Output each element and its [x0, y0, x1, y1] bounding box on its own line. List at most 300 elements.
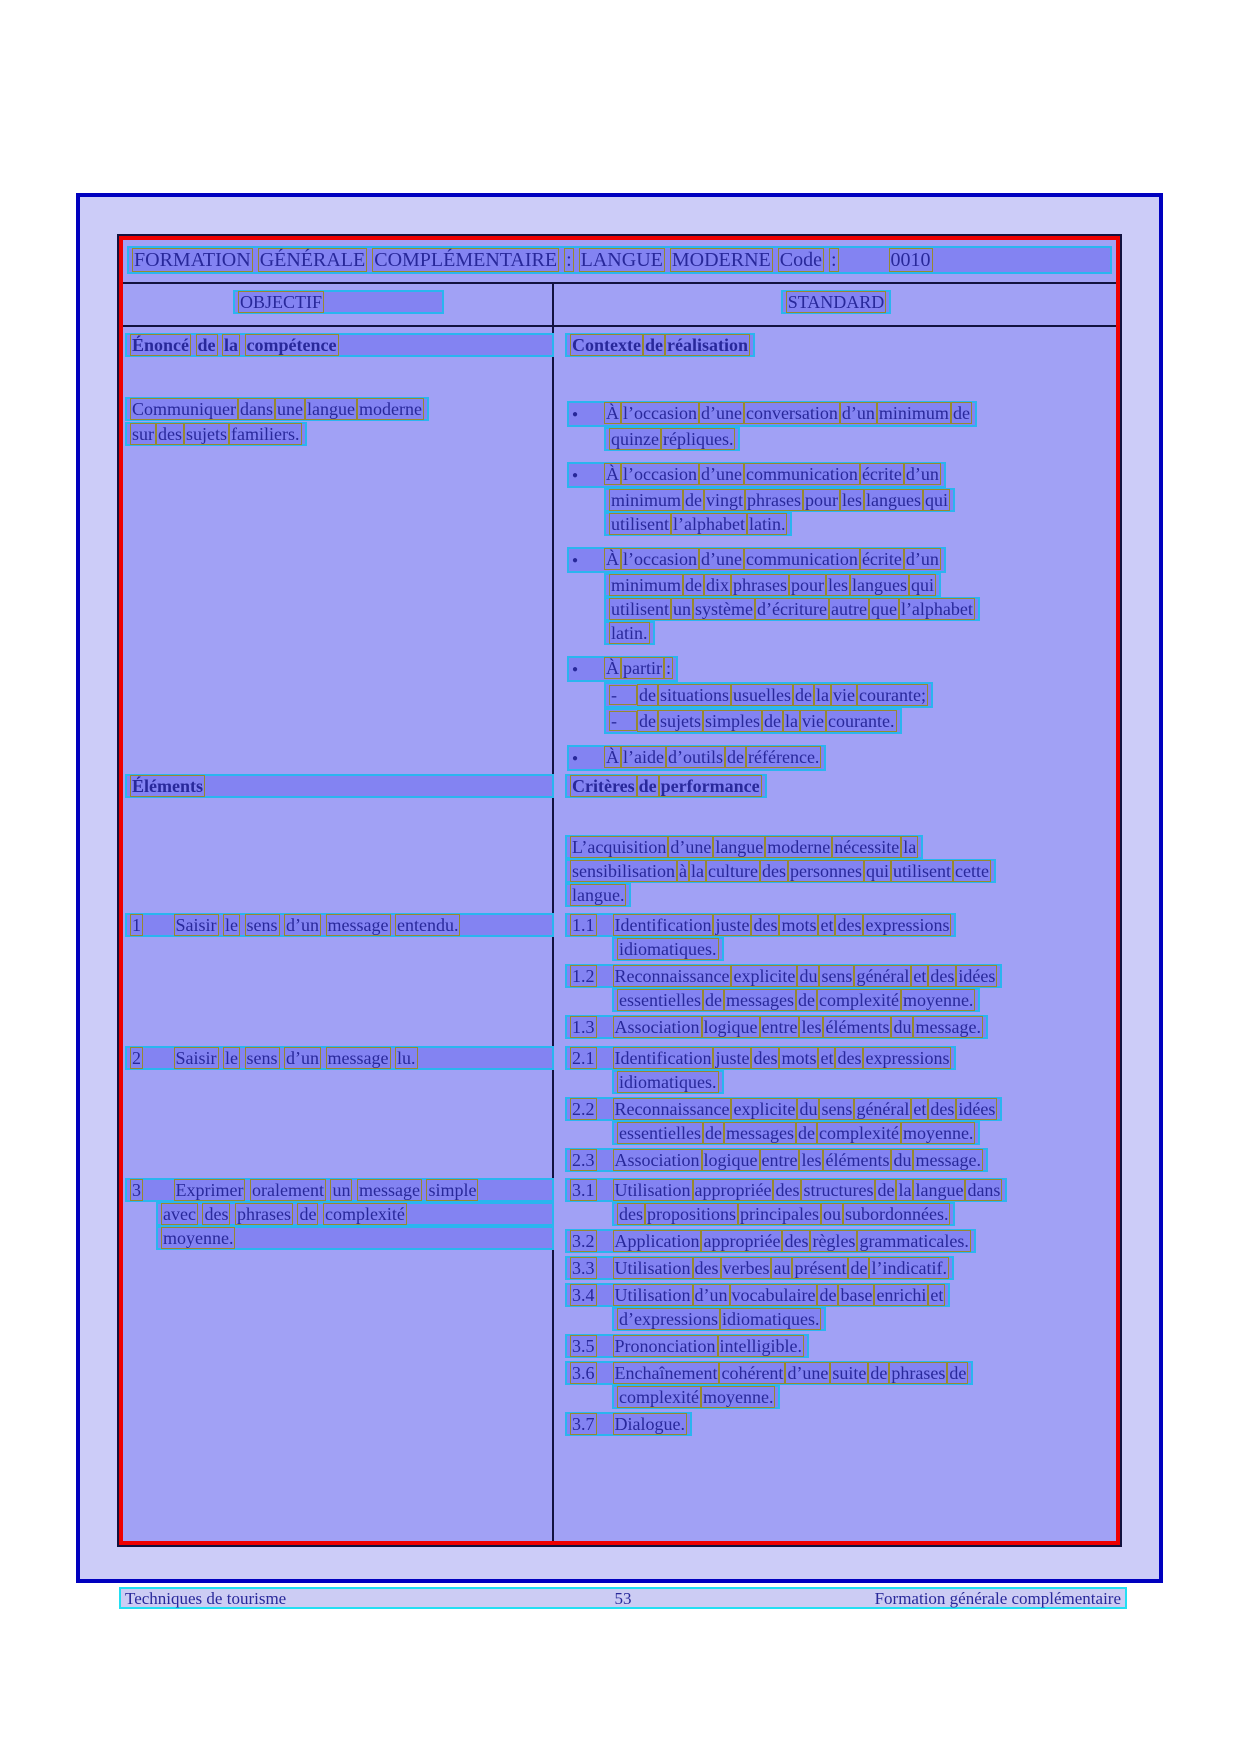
- word-highlight: des: [775, 1180, 800, 1200]
- text-line: [604, 708, 902, 734]
- word-highlight: appropriée: [703, 1231, 781, 1251]
- word-highlight: d’une: [700, 549, 742, 569]
- word-highlight: base: [840, 1285, 873, 1305]
- text-line: [604, 573, 941, 597]
- column-header-separator-line: [123, 325, 1116, 327]
- word-highlight: message: [358, 1180, 420, 1200]
- text-line: [567, 745, 826, 771]
- word-highlight: les: [828, 575, 849, 595]
- bullet-icon: ●: [572, 555, 579, 566]
- word-highlight: courante;: [859, 685, 926, 705]
- word-highlight: les: [801, 1017, 822, 1037]
- word-highlight: vie: [802, 711, 825, 731]
- word-highlight: système: [695, 599, 753, 619]
- word-highlight: Exprimer: [175, 1180, 244, 1200]
- word-highlight: minimum: [878, 403, 949, 423]
- bullet-item: [567, 547, 1116, 645]
- word-highlight: message: [327, 915, 389, 935]
- word-highlight: Communiquer: [132, 399, 236, 419]
- text-line: [565, 964, 1002, 988]
- word-highlight: lu.: [397, 1048, 416, 1068]
- page-footer: [119, 1587, 1127, 1609]
- word-highlight: entre: [761, 1150, 798, 1170]
- word-highlight: de: [644, 335, 663, 355]
- word-highlight: culture: [708, 861, 758, 881]
- text-line: [125, 397, 429, 421]
- text-line: [125, 1046, 554, 1070]
- word-highlight: juste: [715, 915, 750, 935]
- text-line: [567, 656, 678, 682]
- text-line: [565, 1256, 954, 1280]
- element-item: [125, 1178, 554, 1250]
- word-highlight: Application: [614, 1231, 700, 1251]
- word-highlight: dans: [240, 399, 273, 419]
- word-highlight: message.: [915, 1017, 981, 1037]
- word-highlight: phrases: [891, 1363, 946, 1383]
- word-highlight: sens: [821, 1099, 853, 1119]
- text-line: [604, 682, 933, 708]
- word-highlight: courante.: [828, 711, 895, 731]
- word-highlight: vocabulaire: [731, 1285, 816, 1305]
- word-highlight: utilisent: [611, 599, 669, 619]
- text-line: [604, 427, 740, 451]
- word-highlight: COMPLÉMENTAIRE: [374, 249, 558, 271]
- word-highlight: idiomatiques.: [619, 1072, 717, 1092]
- word-highlight: Identification: [614, 915, 712, 935]
- word-highlight: autre: [830, 599, 867, 619]
- word-highlight: À: [606, 549, 619, 569]
- standard-header-label: [781, 290, 892, 314]
- word-highlight: message: [327, 1048, 389, 1068]
- word-highlight: Utilisation: [614, 1180, 691, 1200]
- criteria-group: [565, 1178, 1116, 1439]
- criteria-group: [565, 913, 1116, 1042]
- word-highlight: de: [638, 776, 657, 796]
- word-highlight: conversation: [745, 403, 838, 423]
- word-highlight: des: [158, 424, 182, 444]
- word-highlight: complexité: [324, 1204, 405, 1224]
- column-divider-line: [552, 282, 554, 1541]
- word-highlight: langue: [915, 1180, 964, 1200]
- word-highlight: les: [842, 490, 863, 510]
- word-highlight: entendu.: [397, 915, 459, 935]
- word-highlight: du: [799, 966, 818, 986]
- word-highlight: MODERNE: [671, 249, 771, 271]
- text-line: [612, 1385, 780, 1409]
- word-highlight: sensibilisation: [572, 861, 675, 881]
- footer-page-number: 53: [614, 1588, 632, 1608]
- word-highlight: des: [753, 1048, 778, 1068]
- text-line: [612, 937, 724, 961]
- word-highlight: À: [606, 658, 619, 678]
- contexte-header-wrap: [565, 333, 755, 357]
- word-highlight: Éléments: [132, 776, 203, 796]
- contexte-header: [565, 333, 755, 357]
- word-highlight: la: [898, 1180, 912, 1200]
- word-highlight: communication: [745, 549, 858, 569]
- word-highlight: expressions: [865, 915, 950, 935]
- criterion-number: 3.2: [572, 1231, 595, 1251]
- word-highlight: enrichi: [876, 1285, 927, 1305]
- word-highlight: de: [685, 490, 703, 510]
- word-highlight: explicite: [733, 966, 796, 986]
- criterion-item: [565, 964, 1116, 1012]
- word-highlight: messages: [725, 1123, 794, 1143]
- program-table: [119, 236, 1120, 1545]
- context-bullet-list: [567, 401, 1116, 782]
- word-highlight: de: [704, 990, 722, 1010]
- word-highlight: l’indicatif.: [871, 1258, 947, 1278]
- word-highlight: idiomatiques.: [721, 1309, 820, 1329]
- word-highlight: de: [299, 1204, 317, 1224]
- criterion-item: [565, 1097, 1116, 1145]
- word-highlight: cette: [954, 861, 989, 881]
- word-highlight: :: [566, 249, 572, 271]
- word-highlight: Reconnaissance: [614, 1099, 730, 1119]
- word-highlight: le: [225, 915, 239, 935]
- element-number: 1: [132, 915, 141, 935]
- word-highlight: essentielles: [619, 990, 701, 1010]
- word-highlight: éléments: [825, 1017, 890, 1037]
- word-highlight: STANDARD: [787, 292, 885, 312]
- criterion-number: 3.5: [572, 1336, 595, 1356]
- word-highlight: de: [870, 1363, 888, 1383]
- word-highlight: Saisir: [175, 1048, 217, 1068]
- criterion-number: 2.3: [572, 1150, 595, 1170]
- word-highlight: l’occasion: [623, 403, 697, 423]
- word-highlight: écrite: [861, 549, 902, 569]
- footer-program-name: Techniques de tourisme: [125, 1588, 287, 1608]
- word-highlight: de: [795, 685, 813, 705]
- word-highlight: sens: [821, 966, 853, 986]
- word-highlight: 0010: [890, 249, 931, 271]
- word-highlight: grammaticales.: [859, 1231, 969, 1251]
- criterion-item: [565, 1229, 1116, 1253]
- word-highlight: des: [619, 1204, 643, 1224]
- word-highlight: principales: [740, 1204, 819, 1224]
- word-highlight: de: [704, 1123, 722, 1143]
- document-page: [76, 193, 1163, 1583]
- criterion-item: [565, 1148, 1116, 1172]
- word-highlight: moderne: [358, 399, 422, 419]
- dash-icon: -: [609, 711, 637, 731]
- word-highlight: éléments: [825, 1150, 890, 1170]
- word-highlight: logique: [703, 1150, 758, 1170]
- word-highlight: avec: [163, 1204, 196, 1224]
- word-highlight: la: [785, 711, 799, 731]
- word-highlight: d’une: [700, 464, 742, 484]
- word-highlight: du: [799, 1099, 818, 1119]
- word-highlight: Association: [614, 1017, 700, 1037]
- word-highlight: expressions: [865, 1048, 950, 1068]
- word-highlight: un: [673, 599, 691, 619]
- word-highlight: messages: [725, 990, 794, 1010]
- word-highlight: l’alphabet: [900, 599, 973, 619]
- word-highlight: Critères: [572, 776, 635, 796]
- criterion-item: [565, 913, 1116, 961]
- column-header-objectif: [123, 290, 554, 314]
- word-highlight: OBJECTIF: [239, 292, 322, 312]
- word-highlight: suite: [832, 1363, 867, 1383]
- text-line: [565, 1361, 973, 1385]
- word-highlight: phrases: [236, 1204, 291, 1224]
- word-highlight: langues: [852, 575, 907, 595]
- word-highlight: de: [949, 1363, 967, 1383]
- word-highlight: général: [856, 1099, 910, 1119]
- word-highlight: sur: [132, 424, 154, 444]
- word-highlight: communication: [745, 464, 858, 484]
- text-line: [565, 1046, 956, 1070]
- word-highlight: des: [761, 861, 786, 881]
- criterion-item: [565, 1334, 1116, 1358]
- word-highlight: la: [816, 685, 830, 705]
- word-highlight: sens: [246, 915, 278, 935]
- word-highlight: complexité: [619, 1387, 699, 1407]
- code-value: [889, 249, 933, 271]
- word-highlight: l’occasion: [623, 549, 697, 569]
- word-highlight: de: [764, 711, 782, 731]
- text-line: [565, 1178, 1007, 1202]
- word-highlight: idiomatiques.: [619, 939, 717, 959]
- word-highlight: d’un: [286, 1048, 320, 1068]
- criterion-item: [565, 1256, 1116, 1280]
- word-highlight: le: [225, 1048, 239, 1068]
- word-highlight: latin.: [611, 623, 648, 643]
- criterion-item: [565, 1046, 1116, 1094]
- dash-icon: -: [609, 685, 637, 705]
- criterion-item: [565, 1361, 1116, 1409]
- word-highlight: juste: [715, 1048, 750, 1068]
- footer-section-name: Formation générale complémentaire: [874, 1588, 1121, 1608]
- enonce-header: [125, 333, 554, 357]
- word-highlight: appropriée: [694, 1180, 772, 1200]
- word-highlight: Prononciation: [614, 1336, 716, 1356]
- word-highlight: :: [830, 249, 837, 271]
- text-line: [565, 835, 923, 859]
- elements-header-wrap: [125, 774, 554, 798]
- word-highlight: L’acquisition: [572, 837, 667, 857]
- word-highlight: Contexte: [572, 335, 641, 355]
- word-highlight: et: [820, 915, 834, 935]
- word-highlight: règles: [812, 1231, 856, 1251]
- word-highlight: minimum: [611, 575, 682, 595]
- word-highlight: langue: [307, 399, 355, 419]
- word-highlight: quinze: [611, 429, 659, 449]
- word-highlight: Identification: [614, 1048, 712, 1068]
- criterion-number: 1.3: [572, 1017, 595, 1037]
- word-highlight: mots: [781, 915, 817, 935]
- word-highlight: LANGUE: [580, 249, 663, 271]
- word-highlight: pour: [791, 575, 825, 595]
- word-highlight: Utilisation: [614, 1258, 691, 1278]
- word-highlight: sujets: [660, 711, 702, 731]
- text-line: [565, 1148, 988, 1172]
- word-highlight: la: [224, 335, 239, 355]
- word-highlight: utilisent: [611, 514, 669, 534]
- word-highlight: ou: [823, 1204, 841, 1224]
- word-highlight: intelligible.: [719, 1336, 802, 1356]
- word-highlight: familiers.: [231, 424, 300, 444]
- word-highlight: vie: [833, 685, 856, 705]
- word-highlight: compétence: [246, 335, 337, 355]
- word-highlight: des: [753, 915, 778, 935]
- word-highlight: écrite: [861, 464, 902, 484]
- text-line: [156, 1226, 554, 1250]
- word-highlight: FORMATION: [134, 249, 251, 271]
- text-line: [604, 597, 980, 621]
- word-highlight: qui: [925, 490, 949, 510]
- criterion-number: 3.3: [572, 1258, 595, 1278]
- word-highlight: langue: [715, 837, 764, 857]
- word-highlight: répliques.: [662, 429, 734, 449]
- word-highlight: Saisir: [175, 915, 217, 935]
- criterion-number: 1.2: [572, 966, 595, 986]
- word-highlight: un: [332, 1180, 351, 1200]
- word-highlight: Association: [614, 1150, 700, 1170]
- word-highlight: des: [204, 1204, 229, 1224]
- criterion-item: [565, 1015, 1116, 1039]
- word-highlight: l’occasion: [623, 464, 697, 484]
- criterion-number: 2.1: [572, 1048, 595, 1068]
- criterion-number: 3.7: [572, 1414, 595, 1434]
- word-highlight: latin.: [748, 514, 786, 534]
- word-highlight: langue.: [572, 885, 625, 905]
- word-highlight: À: [606, 403, 619, 423]
- word-highlight: subordonnées.: [845, 1204, 949, 1224]
- enonce-text: [125, 397, 429, 447]
- bullet-item: [567, 401, 1116, 451]
- text-line: [565, 1334, 809, 1358]
- word-highlight: d’outils: [667, 747, 723, 767]
- word-highlight: d’expressions: [619, 1309, 718, 1329]
- word-highlight: phrases: [733, 575, 788, 595]
- page-title: [132, 248, 773, 272]
- text-line: [567, 401, 977, 427]
- word-highlight: pour: [805, 490, 839, 510]
- word-highlight: cohérent: [721, 1363, 784, 1383]
- text-line: [565, 913, 956, 937]
- criteria-intro-paragraph: [565, 835, 996, 907]
- word-highlight: moyenne.: [902, 1123, 974, 1143]
- bullet-item: [567, 745, 1116, 771]
- word-highlight: simples: [705, 711, 761, 731]
- text-line: [612, 1121, 980, 1145]
- word-highlight: des: [837, 1048, 862, 1068]
- word-highlight: explicite: [733, 1099, 796, 1119]
- word-highlight: les: [801, 1150, 822, 1170]
- word-highlight: au: [773, 1258, 791, 1278]
- word-highlight: Enchaînement: [614, 1363, 718, 1383]
- word-highlight: réalisation: [666, 335, 748, 355]
- word-highlight: propositions: [647, 1204, 737, 1224]
- word-highlight: entre: [761, 1017, 798, 1037]
- text-line: [567, 462, 946, 488]
- word-highlight: de: [639, 685, 656, 705]
- criterion-number: 1.1: [572, 915, 595, 935]
- elements-header: [125, 774, 554, 798]
- criterion-number: 2.2: [572, 1099, 595, 1119]
- word-highlight: de: [797, 990, 815, 1010]
- criteria-group: [565, 1046, 1116, 1175]
- criteres-header-wrap: [565, 774, 767, 798]
- word-highlight: structures: [803, 1180, 874, 1200]
- text-line: [612, 1307, 826, 1331]
- word-highlight: essentielles: [619, 1123, 701, 1143]
- criterion-item: [565, 1412, 1116, 1436]
- word-highlight: message.: [915, 1150, 981, 1170]
- bullet-item: [567, 462, 1116, 536]
- word-highlight: sujets: [186, 424, 228, 444]
- element-number: 2: [132, 1048, 141, 1068]
- word-highlight: logique: [703, 1017, 758, 1037]
- word-highlight: l’alphabet: [673, 514, 745, 534]
- word-highlight: de: [685, 575, 703, 595]
- word-highlight: d’une: [787, 1363, 829, 1383]
- word-highlight: une: [277, 399, 303, 419]
- word-highlight: nécessite: [834, 837, 900, 857]
- word-highlight: qui: [911, 575, 935, 595]
- word-highlight: usuelles: [733, 685, 792, 705]
- code-label: [778, 248, 839, 272]
- word-highlight: et: [820, 1048, 834, 1068]
- word-highlight: complexité: [818, 990, 899, 1010]
- word-highlight: et: [913, 966, 927, 986]
- word-highlight: personnes: [789, 861, 862, 881]
- word-highlight: de: [197, 335, 216, 355]
- word-highlight: moyenne.: [163, 1228, 234, 1248]
- word-highlight: Code: [779, 249, 822, 271]
- word-highlight: de: [952, 403, 970, 423]
- criterion-number: 3.1: [572, 1180, 595, 1200]
- word-highlight: des: [837, 915, 862, 935]
- word-highlight: des: [694, 1258, 719, 1278]
- word-highlight: d’un: [905, 464, 939, 484]
- word-highlight: d’une: [700, 403, 742, 423]
- word-highlight: que: [870, 599, 897, 619]
- word-highlight: moyenne.: [902, 990, 974, 1010]
- word-highlight: partir: [623, 658, 662, 678]
- text-line: [565, 1097, 1002, 1121]
- text-line: [565, 1283, 950, 1307]
- word-highlight: d’une: [670, 837, 712, 857]
- word-highlight: d’un: [286, 915, 320, 935]
- word-highlight: dans: [967, 1180, 1001, 1200]
- element-item: [125, 1046, 554, 1070]
- word-highlight: À: [606, 464, 619, 484]
- column-header-standard: [556, 290, 1116, 314]
- text-line: [125, 913, 554, 937]
- text-line: [565, 1015, 988, 1039]
- text-line: [604, 488, 955, 512]
- word-highlight: des: [930, 1099, 955, 1119]
- word-highlight: général: [856, 966, 910, 986]
- text-line: [565, 859, 996, 883]
- text-line: [604, 512, 792, 536]
- word-highlight: et: [930, 1285, 944, 1305]
- word-highlight: idées: [958, 966, 996, 986]
- word-highlight: de: [639, 711, 656, 731]
- word-highlight: performance: [660, 776, 760, 796]
- element-number: 3: [132, 1180, 141, 1200]
- criterion-number: 3.4: [572, 1285, 595, 1305]
- word-highlight: de: [797, 1123, 815, 1143]
- word-highlight: dix: [706, 575, 730, 595]
- bullet-icon: ●: [572, 753, 579, 764]
- word-highlight: des: [930, 966, 955, 986]
- word-highlight: langues: [866, 490, 921, 510]
- word-highlight: du: [893, 1017, 912, 1037]
- text-line: [125, 422, 307, 446]
